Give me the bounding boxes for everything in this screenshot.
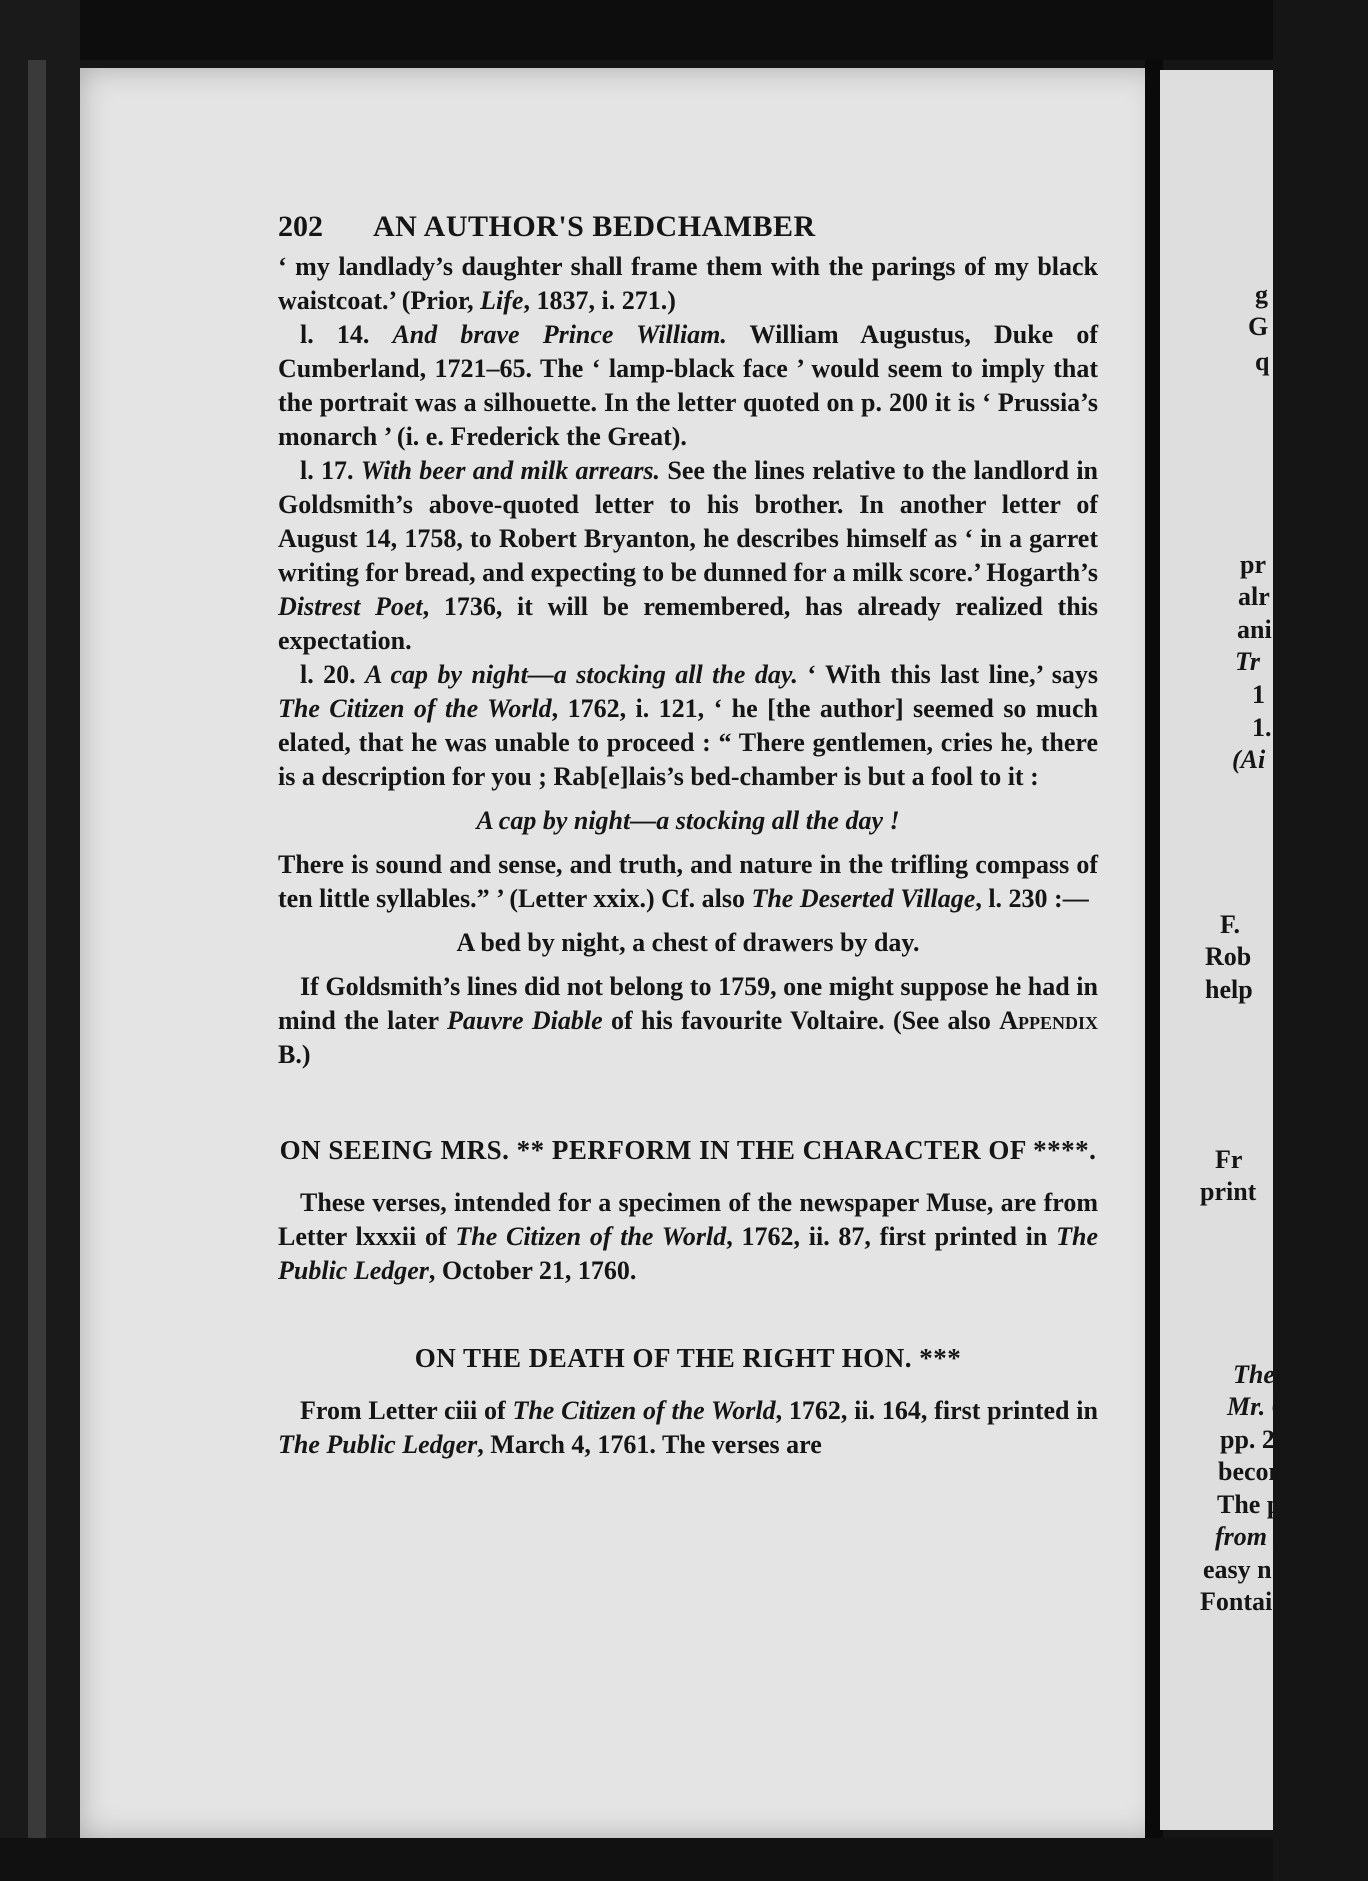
note-paragraph (278, 454, 1098, 658)
text-run: B.) (278, 1040, 311, 1069)
italic-run: And brave Prince William. (392, 320, 727, 349)
text-run: , 1762, ii. 164, first printed in (775, 1396, 1098, 1425)
right-fragment: becom (1218, 1457, 1291, 1486)
right-fragment: pp. 2 (1220, 1425, 1275, 1454)
scan-top-edge (0, 0, 1273, 60)
book-spine-edge (28, 60, 46, 1860)
paragraph (278, 970, 1098, 1072)
line-ref: l. 17. (300, 456, 361, 485)
right-fragment: F. (1220, 910, 1240, 939)
right-fragment: easy n (1203, 1555, 1272, 1584)
spacer (278, 1168, 1098, 1186)
line-ref: l. 20. (300, 660, 366, 689)
note-paragraph (278, 658, 1098, 794)
section-paragraph (278, 1394, 1098, 1462)
right-fragment: The p (1217, 1490, 1282, 1519)
right-fragment: pr (1240, 550, 1266, 579)
text-run: , March 4, 1761. The verses are (477, 1430, 822, 1459)
right-fragment: 1 (1252, 680, 1265, 709)
italic-run: The Public Ledger (278, 1430, 478, 1459)
right-fragment: Fr (1215, 1145, 1243, 1174)
italic-run: The Citizen of the World (512, 1396, 776, 1425)
small-caps-run: Appendix (999, 1006, 1099, 1035)
right-fragment: ani (1237, 615, 1272, 644)
italic-run: A cap by night—a stocking all the day ! (476, 806, 900, 835)
running-title: AN AUTHOR'S BEDCHAMBER (373, 210, 816, 243)
right-fragment: G (1248, 312, 1269, 341)
right-fragment: Mr. G (1227, 1392, 1291, 1421)
italic-run: Pauvre Diable (446, 1006, 603, 1035)
right-fragment: 1. (1252, 713, 1272, 742)
text-run: ‘ With this last line,’ says (797, 660, 1099, 689)
text-run: , 1762, ii. 87, first printed in (726, 1222, 1057, 1251)
section-heading: ON SEEING MRS. ** PERFORM IN THE CHARACTER OF ****. (279, 1135, 1097, 1165)
right-fragment: Tr (1235, 647, 1261, 676)
book-page-right (1160, 70, 1291, 1830)
text-run: , 1736, it will be remembered, has already realized this expectation. (278, 592, 1099, 655)
italic-run: The Public Ledger (278, 1222, 1098, 1285)
verse-quote (278, 804, 1098, 838)
page-number: 202 (278, 210, 323, 243)
italic-run: The Citizen of the World (278, 694, 552, 723)
note-paragraph (278, 318, 1098, 454)
line-ref: l. 14. (300, 320, 393, 349)
text-run: , 1837, i. 271.) (523, 286, 676, 315)
italic-run: A cap by night—a stocking all the day. (365, 660, 798, 689)
running-header (278, 210, 1098, 244)
spacer (278, 1376, 1098, 1394)
right-fragment: g (1255, 280, 1268, 309)
text-run: There is sound and sense, and truth, and nature in the trifling compass of ten little syllables.” ’ (Letter xxix.) Cf. also (278, 850, 1098, 913)
right-fragment: alr (1238, 582, 1270, 611)
right-fragment: Fontai (1200, 1587, 1273, 1616)
text-run: , 1762, i. 121, ‘ he [the author] seemed so much elated, that he was unable to proceed : “ There gentlemen, cries he, there is a description for you ; Rab[e]lais’s bed-chamber is but a fool to it : (278, 694, 1098, 791)
italic-run: The Deserted Village (751, 884, 976, 913)
section-heading: ON THE DEATH OF THE RIGHT HON. *** (414, 1343, 962, 1373)
italic-run: The Citizen of the World (455, 1222, 727, 1251)
italic-run: With beer and milk arrears. (360, 456, 661, 485)
right-fragment: from a (1215, 1522, 1287, 1551)
right-fragment: Rob (1205, 942, 1252, 971)
verse-quote: A bed by night, a chest of drawers by day. (456, 928, 920, 957)
right-fragment: print (1200, 1177, 1257, 1206)
text-run: From Letter ciii of (300, 1396, 513, 1425)
text-run: , l. 230 :— (975, 884, 1089, 913)
text-run: , October 21, 1760. (428, 1256, 637, 1285)
paragraph (278, 848, 1098, 916)
italic-run: Life (480, 286, 524, 315)
section-paragraph (278, 1186, 1098, 1288)
spacer (278, 1072, 1098, 1132)
right-fragment: help (1205, 975, 1253, 1004)
right-fragment: q (1255, 347, 1270, 376)
paragraph (278, 250, 1098, 318)
spacer (278, 1288, 1098, 1340)
right-fragment: The (1233, 1360, 1275, 1389)
italic-run: Distrest Poet (278, 592, 423, 621)
text-run: These verses, intended for a specimen of the newspaper Muse, are from Letter lxxxii of (278, 1188, 1098, 1251)
right-fragment: (Ai (1232, 745, 1266, 774)
scan-bottom-edge (0, 1838, 1273, 1881)
text-run: William Augustus, Duke of Cumberland, 1721–65. The ‘ lamp-black face ’ would seem to imply that the portrait was a silhouette. In the letter quoted on p. 200 it is ‘ Prussia’s monarch ’ (i. e. Frederick the Great). (278, 320, 1098, 451)
text-run: See the lines relative to the landlord in Goldsmith’s above-quoted letter to his brother. In another letter of August 14, 1758, to Robert Bryanton, he describes himself as ‘ in a garret writing for bread, and expecting to be dunned for a milk score.’ Hogarth’s (278, 456, 1099, 587)
text-run: ‘ my landlady’s daughter shall frame them with the parings of my black waistcoat.’ (Prior, (278, 252, 1098, 315)
text-run: of his favourite Voltaire. (See also (602, 1006, 1000, 1035)
page-text (278, 210, 1098, 1462)
text-run: If Goldsmith’s lines did not belong to 1759, one might suppose he had in mind the later (278, 972, 1098, 1035)
